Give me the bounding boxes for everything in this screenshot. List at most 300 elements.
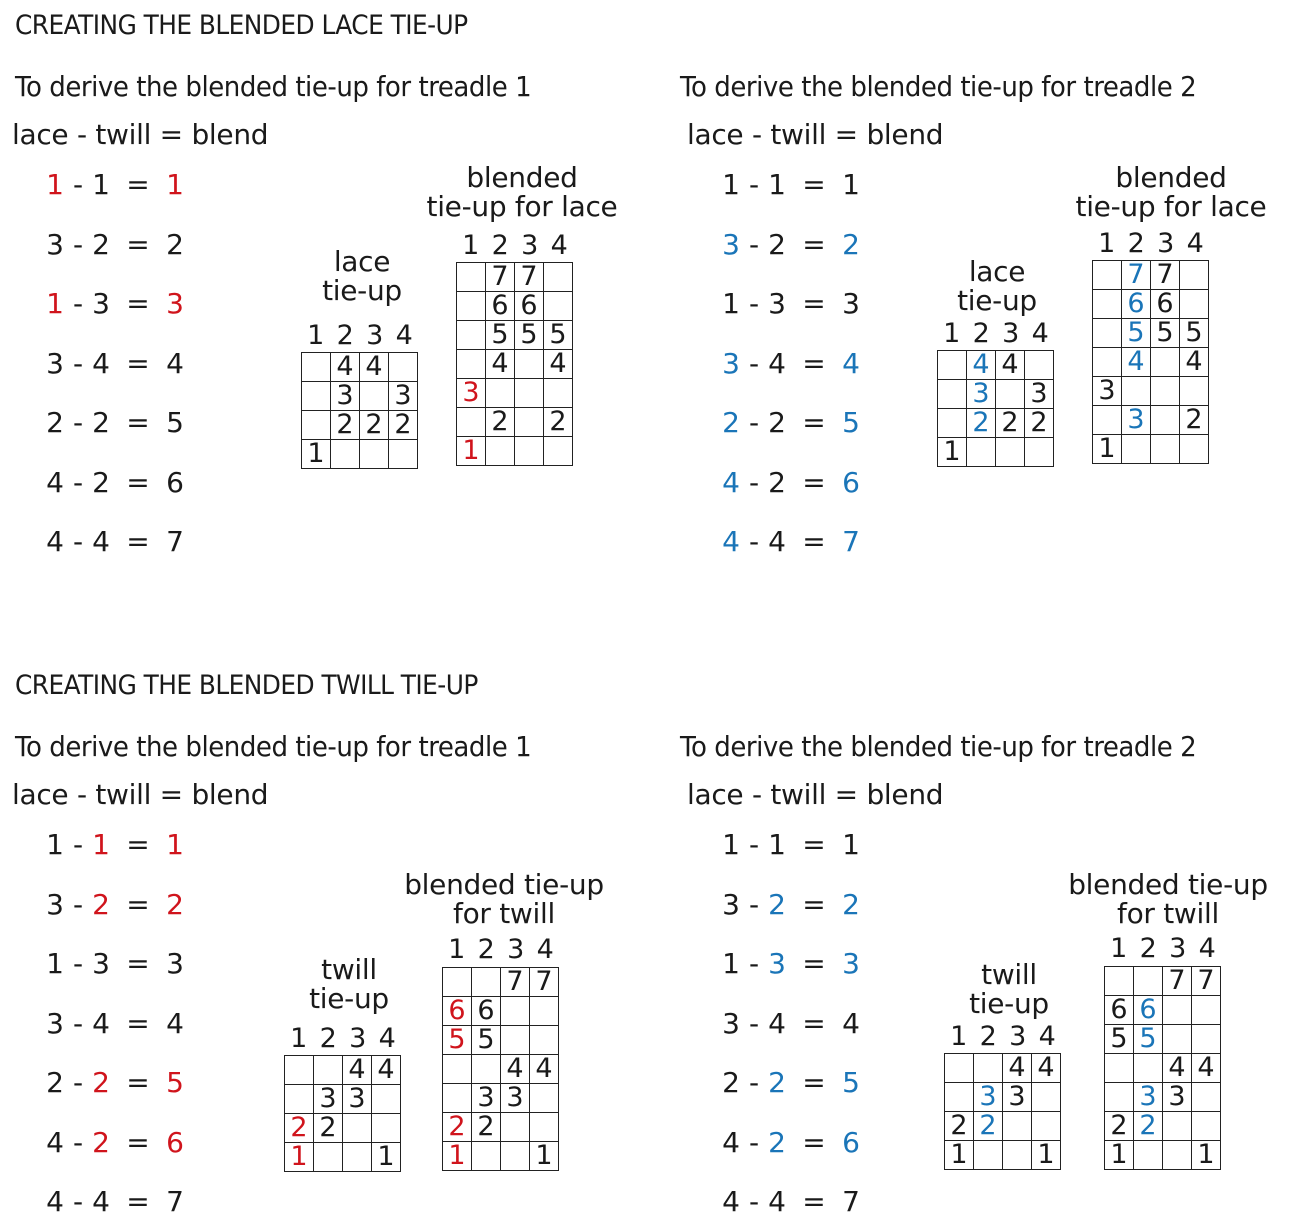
minus-sign: - xyxy=(72,168,84,201)
blend-result: 4 xyxy=(842,346,860,380)
shaft-number: 4 xyxy=(550,230,568,261)
formula-label: lace - twill = blend xyxy=(687,118,944,151)
shaft-number: 4 xyxy=(1038,1021,1056,1052)
twill-shaft: 2 xyxy=(768,887,786,921)
equation-row xyxy=(720,828,862,861)
source-tie-up-label-line1: twill xyxy=(981,958,1037,991)
grid-cell: 3 xyxy=(501,1084,530,1113)
grid-cell xyxy=(1180,435,1209,464)
source-tie-up-grid xyxy=(284,1055,401,1172)
grid-cell: 3 xyxy=(967,380,996,409)
grid-cell xyxy=(472,1055,501,1084)
equals-sign: = xyxy=(802,525,826,558)
blended-tie-up-column-headers xyxy=(442,934,560,965)
shaft-number: 1 xyxy=(290,1023,308,1054)
grid-cell: 4 xyxy=(530,1055,559,1084)
formula-label: lace - twill = blend xyxy=(687,778,944,811)
lace-shaft: 3 xyxy=(46,1006,64,1040)
equals-sign: = xyxy=(126,887,150,921)
minus-sign: - xyxy=(72,828,84,861)
source-tie-up-grid xyxy=(944,1053,1061,1170)
lace-shaft: 2 xyxy=(46,406,64,439)
grid-cell xyxy=(530,1113,559,1142)
grid-cell xyxy=(1025,438,1054,467)
grid-cell: 7 xyxy=(530,968,559,997)
lace-shaft: 3 xyxy=(722,1006,740,1040)
lace-shaft: 3 xyxy=(46,887,64,921)
grid-row xyxy=(1093,348,1209,377)
grid-cell xyxy=(1093,406,1122,435)
lace-shaft: 4 xyxy=(46,1125,64,1159)
grid-cell xyxy=(544,379,573,408)
grid-cell: 1 xyxy=(530,1142,559,1171)
twill-shaft: 1 xyxy=(768,168,786,201)
grid-cell: 3 xyxy=(331,382,360,411)
blend-result: 7 xyxy=(166,1185,184,1218)
grid-cell xyxy=(302,411,331,440)
grid-row xyxy=(1093,377,1209,406)
grid-cell xyxy=(974,1141,1003,1170)
grid-row xyxy=(1105,1025,1221,1054)
grid-row xyxy=(945,1083,1061,1112)
grid-cell: 4 xyxy=(331,353,360,382)
grid-cell: 5 xyxy=(515,321,544,350)
grid-row xyxy=(938,438,1054,467)
grid-cell: 5 xyxy=(1151,319,1180,348)
grid-cell xyxy=(1151,406,1180,435)
twill-shaft: 1 xyxy=(768,828,786,861)
grid-cell: 5 xyxy=(544,321,573,350)
lace-shaft: 3 xyxy=(722,227,740,261)
blend-result: 4 xyxy=(166,1006,184,1040)
grid-cell xyxy=(967,438,996,467)
grid-cell: 6 xyxy=(1134,996,1163,1025)
grid-cell: 2 xyxy=(389,411,418,440)
grid-cell xyxy=(1180,261,1209,290)
shaft-number: 1 xyxy=(462,230,480,261)
source-tie-up-label-line2: tie-up xyxy=(322,274,402,307)
equals-sign: = xyxy=(802,887,826,921)
grid-cell xyxy=(486,437,515,466)
grid-cell: 4 xyxy=(1192,1054,1221,1083)
grid-row xyxy=(457,263,573,292)
panel-heading: To derive the blended tie-up for treadle 2 xyxy=(680,730,1197,763)
blended-tie-up-label xyxy=(1076,163,1267,221)
lace-shaft: 4 xyxy=(46,525,64,558)
blend-result: 3 xyxy=(166,947,184,980)
lace-shaft: 3 xyxy=(722,346,740,380)
grid-cell: 4 xyxy=(1032,1054,1061,1083)
grid-row xyxy=(1105,967,1221,996)
grid-cell: 3 xyxy=(472,1084,501,1113)
source-tie-up-column-headers xyxy=(284,1023,402,1054)
grid-cell: 2 xyxy=(443,1113,472,1142)
grid-cell xyxy=(515,350,544,379)
minus-sign: - xyxy=(748,887,760,921)
blend-result: 7 xyxy=(166,525,184,558)
source-tie-up-label-line1: lace xyxy=(333,245,391,278)
equation-row xyxy=(720,1126,862,1159)
equation-row xyxy=(44,1007,186,1040)
blended-tie-up-label-line2: tie-up for lace xyxy=(426,190,618,223)
grid-row xyxy=(285,1143,401,1172)
shaft-number: 2 xyxy=(979,1021,997,1052)
blended-tie-up-label-line1: blended tie-up xyxy=(1068,868,1268,901)
grid-row xyxy=(938,351,1054,380)
blend-result: 2 xyxy=(166,887,184,921)
equals-sign: = xyxy=(802,346,826,380)
grid-cell xyxy=(1105,967,1134,996)
grid-cell: 3 xyxy=(1003,1083,1032,1112)
equals-sign: = xyxy=(802,406,826,439)
grid-cell: 2 xyxy=(1025,409,1054,438)
minus-sign: - xyxy=(72,1185,84,1218)
grid-row xyxy=(945,1054,1061,1083)
equals-sign: = xyxy=(126,1185,150,1218)
grid-row xyxy=(457,321,573,350)
equals-sign: = xyxy=(802,287,826,320)
blend-result: 3 xyxy=(842,287,860,320)
grid-cell: 3 xyxy=(314,1085,343,1114)
grid-cell: 5 xyxy=(486,321,515,350)
shaft-number: 4 xyxy=(395,320,413,351)
minus-sign: - xyxy=(72,525,84,558)
grid-cell xyxy=(1192,1112,1221,1141)
grid-row xyxy=(1105,996,1221,1025)
equals-sign: = xyxy=(802,168,826,201)
minus-sign: - xyxy=(748,1066,760,1099)
twill-shaft: 2 xyxy=(768,465,786,499)
lace-shaft: 4 xyxy=(722,1125,740,1159)
twill-shaft: 2 xyxy=(92,406,110,439)
grid-cell xyxy=(457,292,486,321)
grid-cell: 7 xyxy=(1151,261,1180,290)
source-tie-up-grid xyxy=(301,352,418,469)
blend-result: 3 xyxy=(842,947,860,980)
twill-shaft: 2 xyxy=(768,406,786,439)
shaft-number: 3 xyxy=(521,230,539,261)
grid-cell: 1 xyxy=(1032,1141,1061,1170)
grid-row xyxy=(285,1056,401,1085)
blend-result: 2 xyxy=(166,227,184,261)
grid-row xyxy=(1093,290,1209,319)
blended-tie-up-label-line2: for twill xyxy=(453,897,555,930)
twill-shaft: 4 xyxy=(768,346,786,380)
grid-cell xyxy=(530,1026,559,1055)
grid-cell: 4 xyxy=(372,1056,401,1085)
grid-row xyxy=(945,1141,1061,1170)
shaft-number: 4 xyxy=(1186,228,1204,259)
blended-tie-up-column-headers xyxy=(456,230,574,261)
equals-sign: = xyxy=(126,525,150,558)
grid-cell xyxy=(360,382,389,411)
shaft-number: 1 xyxy=(307,320,325,351)
grid-cell: 2 xyxy=(285,1114,314,1143)
blended-tie-up-grid xyxy=(1092,260,1209,464)
blended-tie-up-label-line1: blended xyxy=(1115,161,1227,194)
grid-row xyxy=(1105,1083,1221,1112)
grid-cell xyxy=(314,1143,343,1172)
lace-shaft: 4 xyxy=(722,465,740,499)
grid-cell xyxy=(530,997,559,1026)
grid-row xyxy=(443,1084,559,1113)
twill-shaft: 2 xyxy=(768,1066,786,1099)
lace-shaft: 1 xyxy=(46,828,64,861)
grid-cell: 3 xyxy=(1163,1083,1192,1112)
grid-cell: 4 xyxy=(996,351,1025,380)
blend-result: 6 xyxy=(842,465,860,499)
grid-cell: 3 xyxy=(1122,406,1151,435)
grid-cell: 2 xyxy=(967,409,996,438)
grid-cell: 2 xyxy=(360,411,389,440)
grid-cell xyxy=(501,997,530,1026)
source-tie-up-label-line1: twill xyxy=(321,953,377,986)
grid-cell xyxy=(515,379,544,408)
lace-shaft: 3 xyxy=(46,227,64,261)
grid-cell: 4 xyxy=(501,1055,530,1084)
grid-cell: 3 xyxy=(1025,380,1054,409)
grid-cell: 7 xyxy=(501,968,530,997)
blend-result: 1 xyxy=(166,828,184,861)
lace-shaft: 4 xyxy=(46,465,64,499)
minus-sign: - xyxy=(72,1066,84,1099)
shaft-number: 1 xyxy=(448,934,466,965)
minus-sign: - xyxy=(748,168,760,201)
twill-shaft: 2 xyxy=(768,227,786,261)
grid-cell: 6 xyxy=(443,997,472,1026)
equals-sign: = xyxy=(802,1066,826,1099)
equation-row xyxy=(720,1185,862,1218)
grid-cell: 2 xyxy=(996,409,1025,438)
grid-cell: 1 xyxy=(945,1141,974,1170)
blend-result: 4 xyxy=(166,346,184,380)
grid-row xyxy=(938,409,1054,438)
grid-row xyxy=(1105,1054,1221,1083)
grid-cell xyxy=(938,409,967,438)
blend-result: 1 xyxy=(842,828,860,861)
blended-tie-up-label-line1: blended tie-up xyxy=(404,868,604,901)
blend-result: 1 xyxy=(842,168,860,201)
grid-row xyxy=(457,379,573,408)
grid-cell: 5 xyxy=(1134,1025,1163,1054)
blend-result: 4 xyxy=(842,1006,860,1040)
grid-cell xyxy=(544,263,573,292)
grid-cell xyxy=(1192,1083,1221,1112)
grid-cell xyxy=(443,1084,472,1113)
grid-cell xyxy=(1151,435,1180,464)
grid-cell xyxy=(1163,996,1192,1025)
equation-row xyxy=(44,828,186,861)
grid-cell xyxy=(1134,1054,1163,1083)
grid-cell: 5 xyxy=(1122,319,1151,348)
grid-cell: 7 xyxy=(1192,967,1221,996)
grid-cell xyxy=(1151,348,1180,377)
grid-row xyxy=(443,1142,559,1171)
twill-shaft: 2 xyxy=(92,465,110,499)
grid-row xyxy=(302,440,418,469)
panel-heading: To derive the blended tie-up for treadle 1 xyxy=(15,730,532,763)
blend-result: 6 xyxy=(166,1125,184,1159)
equation-row xyxy=(720,888,862,921)
grid-cell xyxy=(389,353,418,382)
grid-cell: 1 xyxy=(1192,1141,1221,1170)
grid-cell xyxy=(1032,1112,1061,1141)
equation-row xyxy=(720,347,862,380)
equation-row xyxy=(44,347,186,380)
grid-cell: 7 xyxy=(1122,261,1151,290)
blend-result: 7 xyxy=(842,1185,860,1218)
grid-cell xyxy=(1192,996,1221,1025)
grid-cell xyxy=(1093,261,1122,290)
grid-cell: 4 xyxy=(343,1056,372,1085)
minus-sign: - xyxy=(748,1006,760,1040)
grid-cell xyxy=(1093,290,1122,319)
minus-sign: - xyxy=(72,887,84,921)
shaft-number: 3 xyxy=(1169,933,1187,964)
grid-row xyxy=(285,1085,401,1114)
shaft-number: 3 xyxy=(507,934,525,965)
grid-row xyxy=(302,353,418,382)
grid-cell xyxy=(457,321,486,350)
lace-shaft: 3 xyxy=(46,346,64,380)
minus-sign: - xyxy=(72,227,84,261)
equation-row xyxy=(44,287,186,320)
equals-sign: = xyxy=(802,1006,826,1040)
grid-cell xyxy=(1151,377,1180,406)
grid-cell: 1 xyxy=(938,438,967,467)
shaft-number: 2 xyxy=(477,934,495,965)
grid-cell xyxy=(996,438,1025,467)
shaft-number: 1 xyxy=(950,1021,968,1052)
grid-cell xyxy=(1122,435,1151,464)
grid-cell xyxy=(1134,967,1163,996)
blended-tie-up-label-line2: tie-up for lace xyxy=(1075,190,1267,223)
grid-cell: 5 xyxy=(443,1026,472,1055)
blend-result: 2 xyxy=(842,887,860,921)
lace-shaft: 2 xyxy=(722,406,740,439)
twill-shaft: 2 xyxy=(92,1125,110,1159)
equation-row xyxy=(44,1185,186,1218)
lace-shaft: 3 xyxy=(722,887,740,921)
blended-tie-up-column-headers xyxy=(1104,933,1222,964)
equation-row xyxy=(720,466,862,499)
grid-cell: 4 xyxy=(486,350,515,379)
shaft-number: 4 xyxy=(1031,318,1049,349)
shaft-number: 1 xyxy=(1098,228,1116,259)
equals-sign: = xyxy=(126,346,150,380)
equation-row xyxy=(44,466,186,499)
grid-row xyxy=(457,437,573,466)
shaft-number: 2 xyxy=(336,320,354,351)
grid-cell xyxy=(996,380,1025,409)
grid-cell xyxy=(530,1084,559,1113)
lace-shaft: 1 xyxy=(46,947,64,980)
grid-cell xyxy=(1003,1141,1032,1170)
formula-label: lace - twill = blend xyxy=(12,118,269,151)
grid-row xyxy=(302,382,418,411)
grid-cell: 2 xyxy=(974,1112,1003,1141)
grid-cell: 4 xyxy=(1122,348,1151,377)
blend-result: 2 xyxy=(842,227,860,261)
equals-sign: = xyxy=(802,227,826,261)
twill-shaft: 1 xyxy=(92,828,110,861)
grid-row xyxy=(457,350,573,379)
grid-cell: 4 xyxy=(544,350,573,379)
grid-cell: 7 xyxy=(1163,967,1192,996)
grid-cell: 6 xyxy=(1105,996,1134,1025)
grid-cell xyxy=(472,1142,501,1171)
grid-cell xyxy=(472,968,501,997)
blended-tie-up-label xyxy=(404,870,604,928)
grid-row xyxy=(443,968,559,997)
shaft-number: 3 xyxy=(1002,318,1020,349)
grid-cell: 7 xyxy=(515,263,544,292)
equals-sign: = xyxy=(126,227,150,261)
grid-cell xyxy=(285,1085,314,1114)
source-tie-up-column-headers xyxy=(937,318,1055,349)
grid-cell: 4 xyxy=(1163,1054,1192,1083)
source-tie-up-label xyxy=(969,960,1049,1018)
minus-sign: - xyxy=(748,525,760,558)
blend-result: 6 xyxy=(166,465,184,499)
grid-cell xyxy=(443,1055,472,1084)
grid-cell xyxy=(501,1113,530,1142)
grid-cell xyxy=(285,1056,314,1085)
equation-row xyxy=(720,406,862,439)
grid-cell xyxy=(443,968,472,997)
grid-cell: 2 xyxy=(1180,406,1209,435)
grid-cell xyxy=(938,351,967,380)
lace-shaft: 2 xyxy=(46,1066,64,1099)
lace-shaft: 4 xyxy=(46,1185,64,1218)
grid-row xyxy=(1093,406,1209,435)
minus-sign: - xyxy=(748,346,760,380)
blended-tie-up-label xyxy=(1068,870,1268,928)
twill-shaft: 4 xyxy=(92,1006,110,1040)
grid-cell: 4 xyxy=(1180,348,1209,377)
shaft-number: 4 xyxy=(378,1023,396,1054)
source-tie-up-label-line2: tie-up xyxy=(957,284,1037,317)
grid-row xyxy=(457,292,573,321)
twill-shaft: 4 xyxy=(92,346,110,380)
grid-row xyxy=(443,997,559,1026)
minus-sign: - xyxy=(748,287,760,320)
twill-shaft: 4 xyxy=(92,1185,110,1218)
blended-tie-up-grid xyxy=(1104,966,1221,1170)
section-title-lace: CREATING THE BLENDED LACE TIE-UP xyxy=(15,10,468,41)
equals-sign: = xyxy=(126,1066,150,1099)
equals-sign: = xyxy=(126,828,150,861)
grid-cell: 1 xyxy=(372,1143,401,1172)
minus-sign: - xyxy=(72,465,84,499)
blended-tie-up-label xyxy=(427,163,618,221)
grid-cell xyxy=(501,1026,530,1055)
grid-cell xyxy=(515,437,544,466)
twill-shaft: 3 xyxy=(768,947,786,980)
equation-row xyxy=(44,888,186,921)
minus-sign: - xyxy=(748,947,760,980)
blend-result: 5 xyxy=(166,1066,184,1099)
twill-shaft: 4 xyxy=(768,1185,786,1218)
grid-row xyxy=(1093,261,1209,290)
equals-sign: = xyxy=(802,1125,826,1159)
blend-result: 5 xyxy=(842,406,860,439)
formula-label: lace - twill = blend xyxy=(12,778,269,811)
minus-sign: - xyxy=(748,465,760,499)
grid-cell xyxy=(1093,319,1122,348)
equation-row xyxy=(720,525,862,558)
grid-row xyxy=(1093,435,1209,464)
